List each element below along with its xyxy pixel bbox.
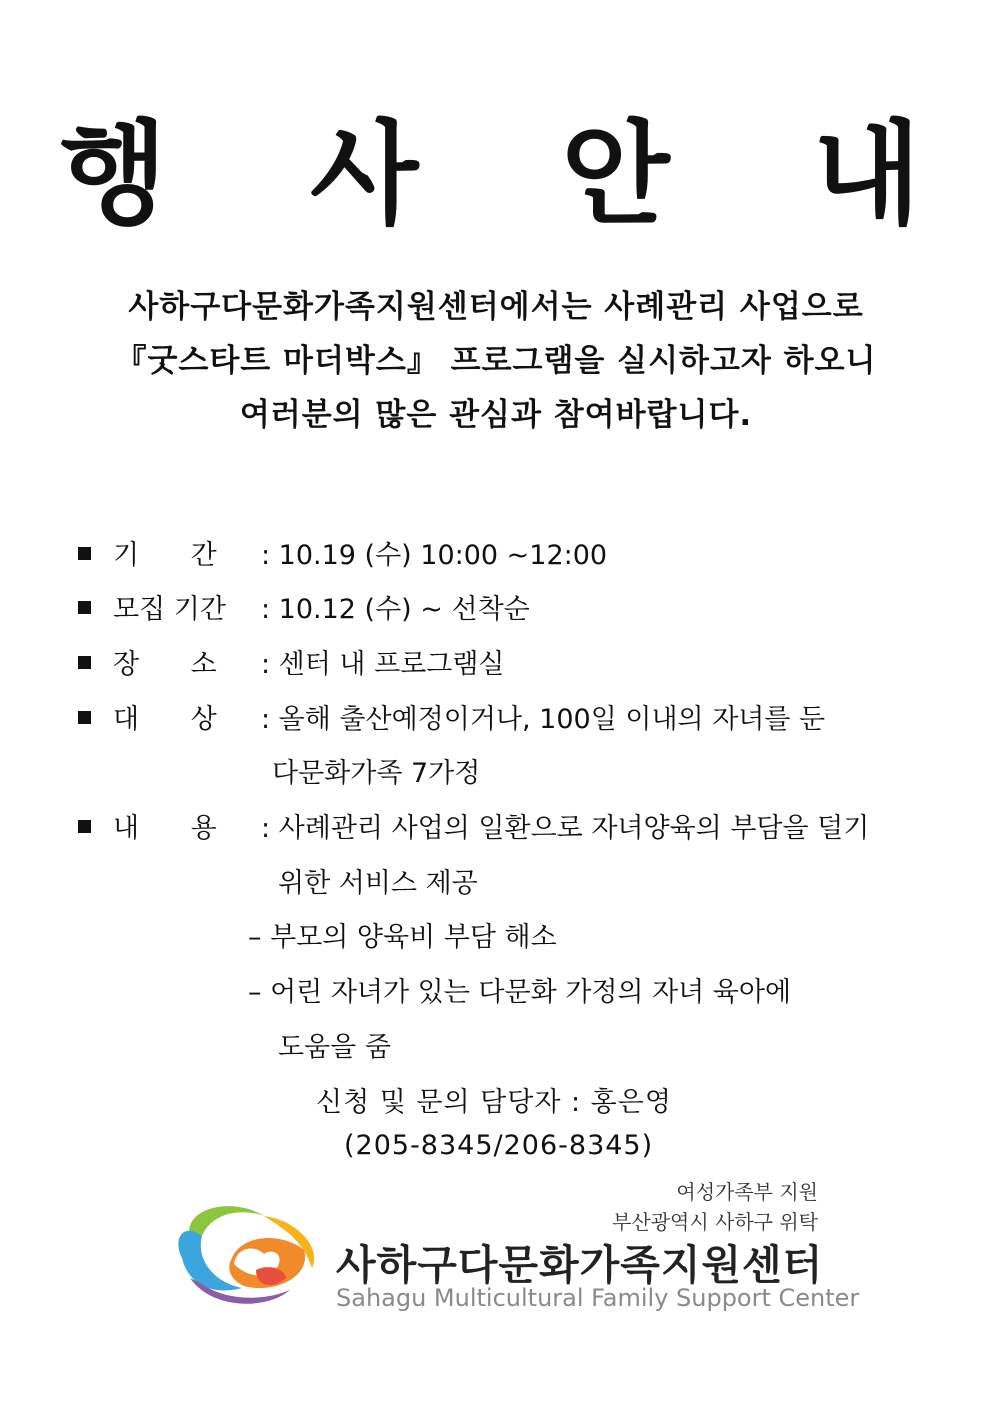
detail-content: [78, 811, 869, 847]
center-logo-icon: [172, 1198, 322, 1310]
detail-value: : 사례관리 사업의 일환으로 자녀양육의 부담을 덜기: [261, 813, 870, 844]
intro-text: [0, 280, 992, 442]
intro-line-3: 여러분의 많은 관심과 참여바랍니다.: [239, 397, 753, 433]
bullet-icon: [78, 601, 91, 614]
bullet-icon: [78, 711, 91, 724]
detail-content-sub-2-cont: 도움을 줌: [278, 1032, 391, 1063]
detail-label: 내 용: [113, 813, 217, 844]
intro-line-2: 『굿스타트 마더박스』 프로그램을 실시하고자 하오니: [115, 343, 877, 379]
detail-label: 대 상: [113, 704, 217, 735]
contact-phone: (205-8345/206-8345): [344, 1130, 654, 1161]
detail-content-sub-1: – 부모의 양육비 부담 해소: [248, 922, 557, 953]
detail-value: : 10.12 (수) ~ 선착순: [261, 594, 530, 625]
sponsor-line-1: 여성가족부 지원: [676, 1180, 818, 1204]
bullet-icon: [78, 656, 91, 669]
logo-name-en: Sahagu Multicultural Family Support Center: [336, 1284, 860, 1312]
detail-target: [78, 702, 825, 738]
detail-target-cont: 다문화가족 7가정: [272, 758, 481, 789]
detail-label: 모집 기간: [113, 594, 226, 625]
bullet-icon: [78, 820, 91, 833]
contact-person: 신청 및 문의 담당자 : 홍은영: [316, 1087, 672, 1118]
detail-place: [78, 647, 505, 683]
detail-value: : 센터 내 프로그램실: [261, 649, 505, 680]
detail-content-cont: 위한 서비스 제공: [278, 868, 478, 899]
page-title: 행 사 안 내: [59, 110, 973, 240]
detail-content-sub-2: – 어린 자녀가 있는 다문화 가정의 자녀 육아에: [248, 977, 792, 1008]
detail-value: : 10.19 (수) 10:00 ~12:00: [261, 540, 608, 571]
detail-label: 장 소: [113, 649, 217, 680]
detail-value: : 올해 출산예정이거나, 100일 이내의 자녀를 둔: [261, 704, 826, 735]
detail-recruit: [78, 592, 530, 628]
sponsor-line-2: 부산광역시 사하구 위탁: [612, 1210, 818, 1234]
logo-name-ko: 사하구다문화가족지원센터: [336, 1241, 824, 1289]
detail-label: 기 간: [113, 540, 217, 571]
detail-period: [78, 538, 607, 574]
intro-line-1: 사하구다문화가족지원센터에서는 사례관리 사업으로: [128, 289, 864, 325]
bullet-icon: [78, 547, 91, 560]
